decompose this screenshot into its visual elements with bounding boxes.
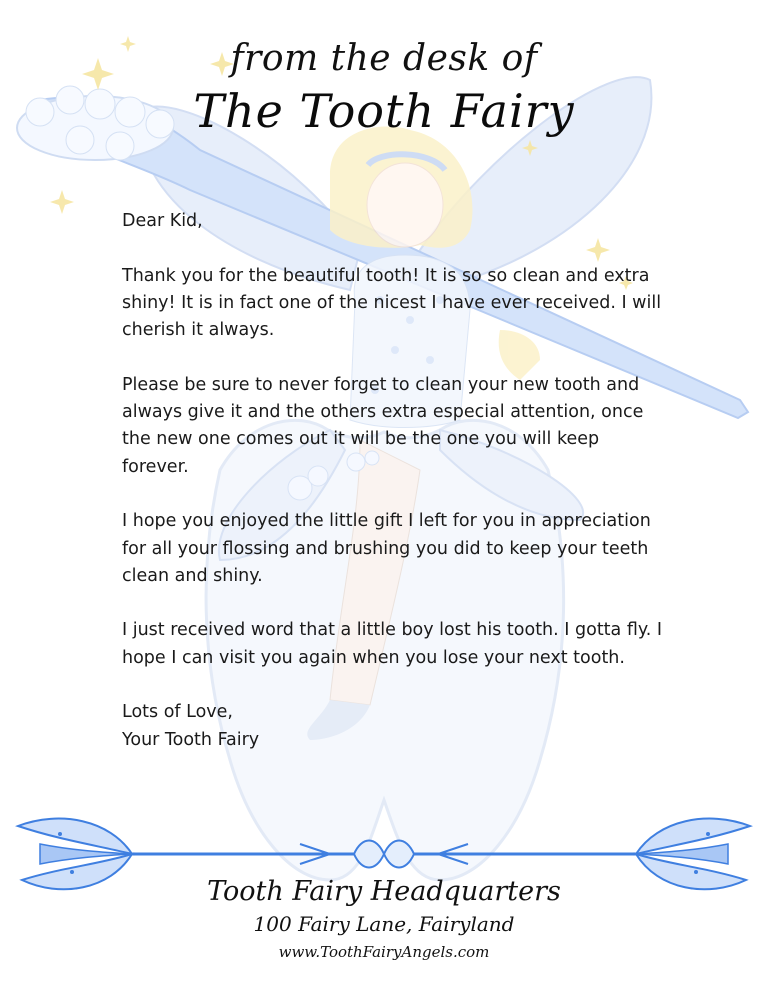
closing: Lots of Love, xyxy=(122,702,233,723)
footer-address: 100 Fairy Lane, Fairyland xyxy=(253,912,515,936)
header-subtitle: from the desk of xyxy=(230,38,538,79)
header-title: The Tooth Fairy xyxy=(193,84,575,138)
footer-website: www.ToothFairyAngels.com xyxy=(278,943,490,961)
footer-title: Tooth Fairy Headquarters xyxy=(207,876,561,907)
paragraph-gift: I hope you enjoyed the little gift I left for you in appreciation for all your flossing and brushing you did to keep your teeth clean and shiny. xyxy=(122,511,651,586)
paragraph-farewell: I just received word that a little boy lost his tooth. I gotta fly. I hope I can visit you again when you lose your next tooth. xyxy=(122,620,662,668)
signature: Your Tooth Fairy xyxy=(122,729,260,750)
paragraph-advice: Please be sure to never forget to clean your new tooth and always give it and the others extra especial attention, once the new one comes out it will be the one you will keep forever. xyxy=(122,374,644,477)
letter-body xyxy=(122,208,662,754)
salutation: Dear Kid, xyxy=(122,211,203,231)
paragraph-thanks: Thank you for the beautiful tooth! It is so so clean and extra shiny! It is in fact one of the nicest I have ever received. I will cherish it always. xyxy=(122,265,662,341)
